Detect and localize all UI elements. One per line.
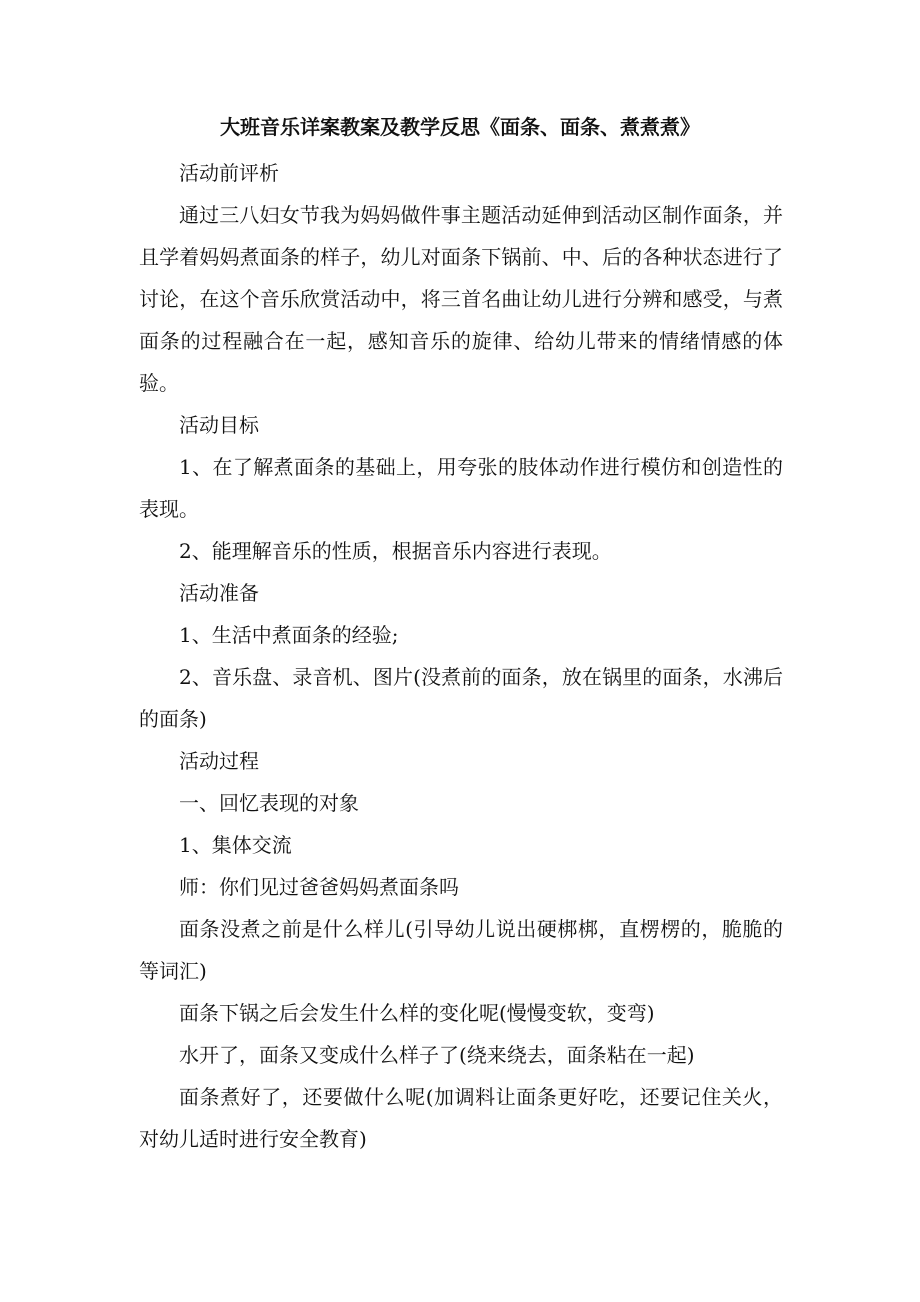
process-substep-heading: 1、集体交流 (179, 833, 292, 857)
goal-item-2: 2、能理解音乐的性质，根据音乐内容进行表现。 (179, 539, 612, 563)
process-step-heading: 一、回忆表现的对象 (179, 791, 359, 815)
goal-item-1: 1、在了解煮面条的基础上，用夸张的肢体动作进行模仿和创造性的表现。 (139, 455, 783, 521)
teacher-question: 师：你们见过爸爸妈妈煮面条吗 (179, 875, 459, 899)
paragraph-pre-analysis: 通过三八妇女节我为妈妈做件事主题活动延伸到活动区制作面条，并且学着妈妈煮面条的样子，幼儿对面条下锅前、中、后的各种状态进行了讨论，在这个音乐欣赏活动中，将三首名曲让幼儿进行分辨和感受，与煮面条的过程融合在一起，感知音乐的旋律、给幼儿带来的情绪情感的体验。 (139, 203, 783, 395)
section-heading-pre-analysis: 活动前评析 (179, 161, 279, 185)
discussion-item: 面条下锅之后会发生什么样的变化呢(慢慢变软，变弯) (179, 1001, 655, 1025)
preparation-item-2: 2、音乐盘、录音机、图片(没煮前的面条，放在锅里的面条，水沸后的面条) (139, 665, 783, 731)
preparation-item-1: 1、生活中煮面条的经验; (179, 623, 399, 647)
discussion-item: 水开了，面条又变成什么样子了(绕来绕去，面条粘在一起) (179, 1043, 695, 1067)
document-body (139, 152, 783, 1160)
section-heading-goals: 活动目标 (179, 413, 259, 437)
section-heading-process: 活动过程 (179, 749, 259, 773)
discussion-item: 面条煮好了，还要做什么呢(加调料让面条更好吃，还要记住关火，对幼儿适时进行安全教育) (139, 1085, 783, 1151)
discussion-item: 面条没煮之前是什么样儿(引导幼儿说出硬梆梆，直楞楞的，脆脆的等词汇) (139, 917, 783, 983)
document-title: 大班音乐详案教案及教学反思《面条、面条、煮煮煮》 (220, 115, 700, 139)
section-heading-preparation: 活动准备 (179, 581, 259, 605)
